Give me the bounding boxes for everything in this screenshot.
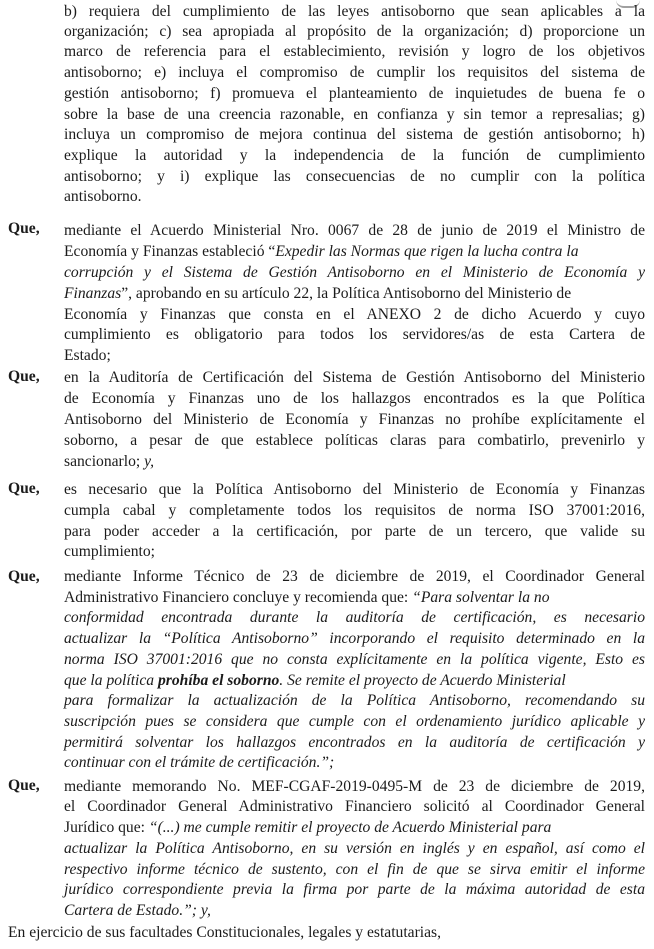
text-line: mediante memorando No. MEF-CGAF-2019-0495-M de 23 de diciembre de 2019,	[64, 778, 645, 795]
text-line: Economía y Finanzas que consta en el ANEXO 2 de dicho Acuerdo y cuyo	[64, 306, 645, 323]
italic-run: Expedir las Normas que rigen la lucha contra la	[275, 243, 579, 260]
text-line: Antisoborno del Ministerio de Economía y Finanzas no prohíbe explícitamente el	[64, 411, 645, 428]
text-line-mixed	[64, 588, 645, 608]
que-label: Que,	[8, 368, 40, 385]
text-line: Estado;	[64, 347, 111, 364]
que-label: Que,	[8, 777, 40, 794]
text-line-mixed	[64, 242, 645, 262]
text-run: Economía y Finanzas estableció “	[64, 243, 276, 260]
text-run: Jurídico que:	[64, 819, 149, 836]
text-line: continuar con el trámite de certificación.”;	[64, 754, 335, 771]
text-line: permitirá solventar los hallazgos encontrados en la auditoría de certificación y	[64, 734, 645, 751]
text-line: conformidad encontrada durante la auditoría de certificación, es necesario	[64, 609, 645, 626]
text-line: antisoborno.	[64, 188, 142, 205]
italic-run: “Para solventar la no	[412, 589, 550, 606]
text-line: corrupción y el Sistema de Gestión Antisoborno en el Ministerio de Economía y	[64, 264, 645, 281]
text-line: soborno, a pesar de que establece políticas claras para combatirlo, prevenirlo y	[64, 432, 645, 449]
text-line: marco de referencia para el establecimiento, revisión y logro de los objetivos	[64, 43, 645, 60]
que-label: Que,	[8, 480, 40, 497]
text-line: explique la autoridad y la independencia de la función de cumplimiento	[64, 147, 645, 164]
text-line: para formalizar la actualización de la Política Antisoborno, recomendando su	[64, 692, 645, 709]
text-line: cumplimiento es obligatorio para todos los servidores/as de esta Cartera de	[64, 326, 645, 343]
text-line-mixed	[64, 284, 645, 304]
text-line: organización; c) sea apropiada al propósito de la organización; d) proporcione un	[64, 23, 645, 40]
text-line: actualizar la Política Antisoborno, en su versión en inglés y en español, así como el	[64, 840, 645, 857]
text-line: suscripción pues se considera que cumple con el ordenamiento jurídico aplicable y	[64, 713, 645, 730]
text-line: incluya un compromiso de mejora continua del sistema de gestión antisoborno; h)	[64, 126, 645, 143]
que-label: Que,	[8, 568, 40, 585]
text-line: b) requiera del cumplimiento de las leyes antisoborno que sean aplicables a la	[64, 3, 645, 20]
bold-italic-run: prohíba el soborno	[157, 672, 280, 689]
text-line: antisoborno; y i) explique las consecuencias de no cumplir con la política	[64, 168, 645, 185]
text-line: el Coordinador General Administrativo Financiero solicitó al Coordinador General	[64, 798, 645, 815]
text-line: cumplimiento;	[64, 543, 155, 560]
italic-run: “(...) me cumple remitir el proyecto de Acuerdo Ministerial para	[148, 819, 552, 836]
text-line: Cartera de Estado.”; y,	[64, 902, 211, 919]
italic-run: Finanzas	[64, 285, 122, 302]
text-run: sancionarlo;	[64, 453, 145, 470]
closing-statement: En ejercicio de sus facultades Constitucionales, legales y estatutarias,	[8, 924, 442, 941]
text-line-mixed	[64, 818, 645, 838]
italic-run: y,	[144, 453, 155, 470]
text-line: sobre la base de una creencia razonable, en confianza y sin temor a represalias; g)	[64, 106, 645, 123]
text-line: norma ISO 37001:2016 que no consta explícitamente en la política vigente, Esto es	[64, 651, 645, 668]
text-line: mediante Informe Técnico de 23 de diciembre de 2019, el Coordinador General	[64, 568, 645, 585]
text-line: de Economía y Finanzas uno de los hallazgos encontrados es la que Política	[64, 390, 645, 407]
italic-run: . Se remite el proyecto de Acuerdo Ministerial	[279, 672, 566, 689]
text-line: es necesario que la Política Antisoborno del Ministerio de Economía y Finanzas	[64, 481, 645, 498]
text-line: actualizar la “Política Antisoborno” incorporando el requisito determinado en la	[64, 630, 645, 647]
italic-run: que la política	[64, 672, 158, 689]
que-label: Que,	[8, 220, 40, 237]
text-line-mixed	[64, 452, 154, 472]
text-line: respectivo informe técnico de sustento, con el fin de que se sirva emitir el informe	[64, 861, 645, 878]
text-line: para poder acceder a la certificación, por parte de un tercero, que valide su	[64, 523, 645, 540]
text-run: Administrativo Financiero concluye y recomienda que:	[64, 589, 413, 606]
text-line-mixed	[64, 671, 645, 691]
text-line: mediante el Acuerdo Ministerial Nro. 0067 de 28 de junio de 2019 el Ministro de	[64, 222, 645, 239]
text-run: ”, aprobando en su artículo 22, la Política Antisoborno del Ministerio de	[121, 285, 572, 302]
text-line: jurídico correspondiente previa la firma por parte de la máxima autoridad de esta	[64, 881, 645, 898]
text-line: gestión antisoborno; f) promueva el planteamiento de inquietudes de buena fe o	[64, 85, 645, 102]
text-line: antisoborno; e) incluya el compromiso de cumplir los requisitos del sistema de	[64, 64, 645, 81]
text-line: en la Auditoría de Certificación del Sistema de Gestión Antisoborno del Ministerio	[64, 369, 645, 386]
text-line: cumpla cabal y completamente todos los requisitos de norma ISO 37001:2016,	[64, 502, 645, 519]
